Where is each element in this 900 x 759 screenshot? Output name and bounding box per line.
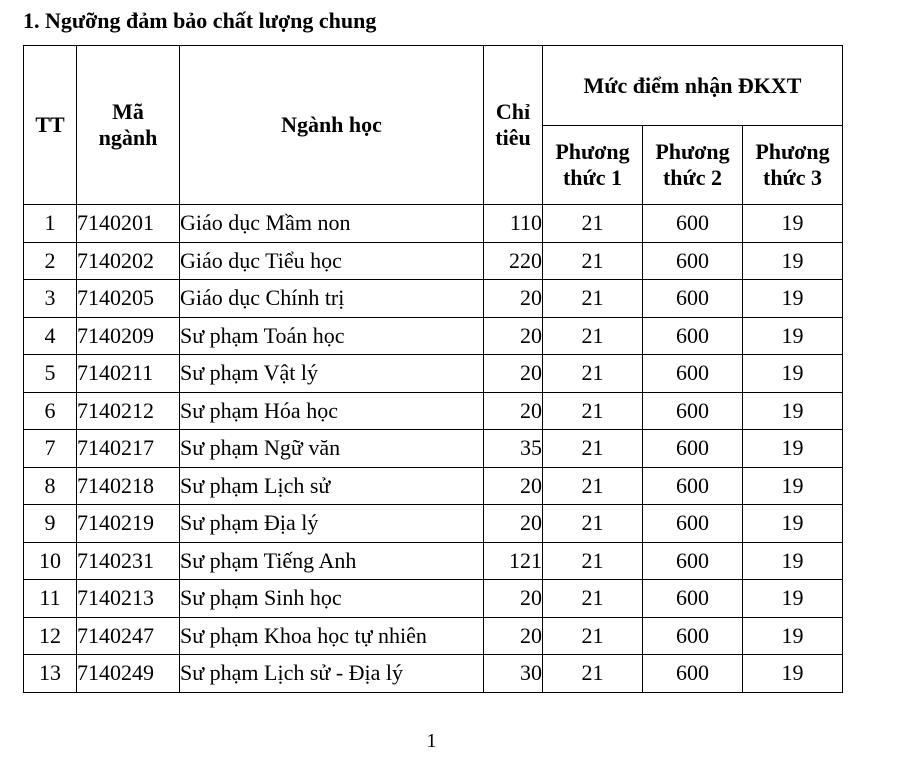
cell-phuong-thuc-3: 19	[743, 392, 843, 430]
cell-phuong-thuc-3: 19	[743, 355, 843, 393]
cell-nganh-hoc: Giáo dục Mầm non	[180, 205, 484, 243]
cell-tt: 6	[24, 392, 77, 430]
cell-chi-tieu: 20	[484, 505, 543, 543]
cell-ma-nganh: 7140201	[77, 205, 180, 243]
cell-nganh-hoc: Giáo dục Chính trị	[180, 280, 484, 318]
cell-phuong-thuc-2: 600	[643, 392, 743, 430]
cell-phuong-thuc-2: 600	[643, 317, 743, 355]
cell-phuong-thuc-1: 21	[543, 392, 643, 430]
cell-ma-nganh: 7140213	[77, 580, 180, 618]
cell-chi-tieu: 220	[484, 242, 543, 280]
cell-ma-nganh: 7140249	[77, 655, 180, 693]
cell-tt: 11	[24, 580, 77, 618]
cell-chi-tieu: 20	[484, 280, 543, 318]
cell-phuong-thuc-2: 600	[643, 655, 743, 693]
table-body	[24, 205, 843, 693]
cell-ma-nganh: 7140218	[77, 467, 180, 505]
cell-nganh-hoc: Sư phạm Tiếng Anh	[180, 542, 484, 580]
cell-phuong-thuc-3: 19	[743, 280, 843, 318]
header-phuong-thuc-3: Phương thức 3	[743, 126, 843, 205]
cell-phuong-thuc-2: 600	[643, 430, 743, 468]
cell-phuong-thuc-2: 600	[643, 617, 743, 655]
cell-phuong-thuc-2: 600	[643, 505, 743, 543]
cell-phuong-thuc-3: 19	[743, 542, 843, 580]
page-number: 1	[426, 730, 437, 752]
cell-chi-tieu: 20	[484, 392, 543, 430]
cell-phuong-thuc-2: 600	[643, 355, 743, 393]
cell-chi-tieu: 110	[484, 205, 543, 243]
cell-tt: 9	[24, 505, 77, 543]
cell-phuong-thuc-1: 21	[543, 467, 643, 505]
table-row	[24, 617, 843, 655]
cell-nganh-hoc: Sư phạm Lịch sử	[180, 467, 484, 505]
cell-chi-tieu: 20	[484, 317, 543, 355]
cell-phuong-thuc-1: 21	[543, 617, 643, 655]
cell-phuong-thuc-2: 600	[643, 280, 743, 318]
cell-ma-nganh: 7140211	[77, 355, 180, 393]
cell-phuong-thuc-1: 21	[543, 280, 643, 318]
header-row-top	[24, 46, 843, 126]
cell-phuong-thuc-1: 21	[543, 242, 643, 280]
cell-ma-nganh: 7140202	[77, 242, 180, 280]
cell-chi-tieu: 121	[484, 542, 543, 580]
cell-phuong-thuc-2: 600	[643, 542, 743, 580]
cell-phuong-thuc-1: 21	[543, 430, 643, 468]
table-row	[24, 542, 843, 580]
cell-tt: 5	[24, 355, 77, 393]
header-phuong-thuc-2: Phương thức 2	[643, 126, 743, 205]
cell-chi-tieu: 20	[484, 580, 543, 618]
cell-phuong-thuc-3: 19	[743, 655, 843, 693]
cell-tt: 12	[24, 617, 77, 655]
table-row	[24, 430, 843, 468]
cell-phuong-thuc-3: 19	[743, 467, 843, 505]
header-tt: TT	[24, 46, 77, 205]
table-row	[24, 317, 843, 355]
cell-chi-tieu: 20	[484, 467, 543, 505]
cell-tt: 8	[24, 467, 77, 505]
cell-chi-tieu: 30	[484, 655, 543, 693]
cell-phuong-thuc-3: 19	[743, 317, 843, 355]
cell-tt: 10	[24, 542, 77, 580]
cell-ma-nganh: 7140217	[77, 430, 180, 468]
header-ma-nganh: Mã ngành	[77, 46, 180, 205]
table-row	[24, 580, 843, 618]
cell-nganh-hoc: Sư phạm Ngữ văn	[180, 430, 484, 468]
cell-tt: 2	[24, 242, 77, 280]
header-phuong-thuc-1: Phương thức 1	[543, 126, 643, 205]
cell-phuong-thuc-2: 600	[643, 242, 743, 280]
section-heading: 1. Ngưỡng đảm bảo chất lượng chung	[23, 8, 377, 33]
admission-threshold-table	[23, 45, 843, 693]
cell-tt: 4	[24, 317, 77, 355]
header-nganh-hoc: Ngành học	[180, 46, 484, 205]
cell-tt: 3	[24, 280, 77, 318]
cell-tt: 13	[24, 655, 77, 693]
table-row	[24, 205, 843, 243]
cell-phuong-thuc-1: 21	[543, 505, 643, 543]
cell-ma-nganh: 7140212	[77, 392, 180, 430]
cell-tt: 7	[24, 430, 77, 468]
cell-nganh-hoc: Sư phạm Hóa học	[180, 392, 484, 430]
cell-phuong-thuc-3: 19	[743, 580, 843, 618]
cell-nganh-hoc: Sư phạm Sinh học	[180, 580, 484, 618]
cell-tt: 1	[24, 205, 77, 243]
table-row	[24, 242, 843, 280]
cell-phuong-thuc-2: 600	[643, 205, 743, 243]
cell-ma-nganh: 7140219	[77, 505, 180, 543]
header-chi-tieu: Chỉ tiêu	[484, 46, 543, 205]
cell-nganh-hoc: Sư phạm Địa lý	[180, 505, 484, 543]
cell-nganh-hoc: Sư phạm Vật lý	[180, 355, 484, 393]
cell-phuong-thuc-3: 19	[743, 617, 843, 655]
cell-phuong-thuc-1: 21	[543, 355, 643, 393]
cell-chi-tieu: 20	[484, 355, 543, 393]
cell-phuong-thuc-1: 21	[543, 205, 643, 243]
cell-ma-nganh: 7140231	[77, 542, 180, 580]
header-muc-diem: Mức điểm nhận ĐKXT	[543, 46, 843, 126]
cell-phuong-thuc-3: 19	[743, 242, 843, 280]
cell-phuong-thuc-3: 19	[743, 430, 843, 468]
cell-nganh-hoc: Sư phạm Lịch sử - Địa lý	[180, 655, 484, 693]
cell-phuong-thuc-2: 600	[643, 580, 743, 618]
table-row	[24, 655, 843, 693]
cell-nganh-hoc: Sư phạm Khoa học tự nhiên	[180, 617, 484, 655]
table-row	[24, 467, 843, 505]
cell-phuong-thuc-1: 21	[543, 542, 643, 580]
cell-chi-tieu: 35	[484, 430, 543, 468]
cell-phuong-thuc-2: 600	[643, 467, 743, 505]
cell-nganh-hoc: Sư phạm Toán học	[180, 317, 484, 355]
cell-phuong-thuc-3: 19	[743, 205, 843, 243]
cell-phuong-thuc-1: 21	[543, 655, 643, 693]
cell-ma-nganh: 7140247	[77, 617, 180, 655]
table-row	[24, 280, 843, 318]
cell-ma-nganh: 7140205	[77, 280, 180, 318]
cell-phuong-thuc-1: 21	[543, 317, 643, 355]
table-row	[24, 392, 843, 430]
table-row	[24, 355, 843, 393]
cell-phuong-thuc-3: 19	[743, 505, 843, 543]
cell-chi-tieu: 20	[484, 617, 543, 655]
cell-ma-nganh: 7140209	[77, 317, 180, 355]
cell-nganh-hoc: Giáo dục Tiểu học	[180, 242, 484, 280]
cell-phuong-thuc-1: 21	[543, 580, 643, 618]
table-row	[24, 505, 843, 543]
